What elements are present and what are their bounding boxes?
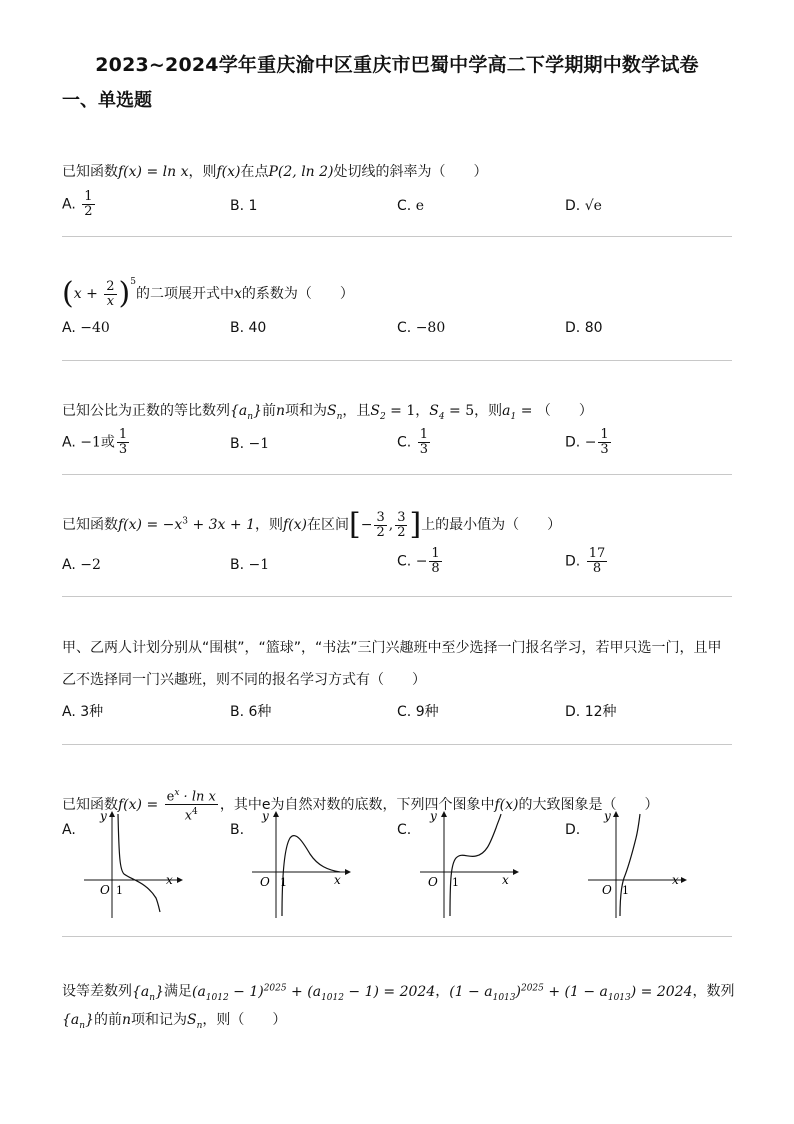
question-2-option-b[interactable]: B. 40 [230, 320, 267, 336]
tick-1-label: 1 [622, 884, 629, 897]
graph-option-b[interactable] [248, 808, 358, 920]
y-label: y [604, 809, 611, 823]
question-7-stem-line-1: 设等差数列$\{a_n\}$满足$(a_{1012} - 1)^{2025} + (a_{1012} - 1) = 2024$，$(1 - a_{1013})^{2025} + (1 - a_{1013}) = 2024$，数列 [62, 983, 735, 1003]
question-6-option-a-letter[interactable]: A. [62, 822, 76, 838]
section-heading: 一、单选题 [62, 90, 152, 111]
x-label: x [334, 873, 341, 887]
question-2-option-a[interactable]: A. −40 [62, 320, 110, 336]
question-5-option-d[interactable]: D. 12种 [565, 704, 617, 720]
divider [62, 936, 732, 937]
divider [62, 596, 732, 597]
question-4-stem: 已知函数$f(x) = -x^3 + 3x + 1$，则f(x)在区间[− $\frac{3}{2}$ , $\frac{3}{2}$ ]上的最小值为（ ） [62, 507, 562, 542]
question-2-option-d[interactable]: D. 80 [565, 320, 603, 336]
y-label: y [430, 809, 437, 823]
question-6-option-c-letter[interactable]: C. [397, 822, 412, 838]
question-2-stem: (x + $\frac{2}{x}$ )$^5$的二项展开式中x的系数为（ ） [62, 276, 354, 311]
question-7-stem-line-2: $\{a_n\}$的前n项和记为$S_n$，则（ ） [62, 1012, 287, 1031]
question-3-option-a[interactable]: A. −1或 $\frac{1}{3}$ [62, 427, 128, 457]
page-title: 2023~2024学年重庆渝中区重庆市巴蜀中学高二下学期期中数学试卷 [95, 54, 699, 76]
divider [62, 744, 732, 745]
question-4-option-a[interactable]: A. −2 [62, 557, 101, 573]
graph-option-a[interactable] [80, 808, 190, 920]
question-4-option-c[interactable]: C. − $\frac{1}{8}$ [397, 546, 440, 576]
origin-label: O [100, 883, 110, 897]
divider [62, 360, 732, 361]
question-6-stem: 已知函数f(x) = $\frac{e^x \cdot \ln x}{x^4}$ ，其中e为自然对数的底数，下列四个图象中f(x)的大致图象是（ ） [62, 788, 659, 824]
origin-label: O [602, 883, 612, 897]
question-6-option-b-letter[interactable]: B. [230, 822, 245, 838]
question-2-option-c[interactable]: C. −80 [397, 320, 446, 336]
origin-label: O [260, 875, 270, 889]
x-label: x [672, 873, 679, 887]
question-3-option-b[interactable]: B. −1 [230, 436, 270, 452]
question-1-option-c[interactable]: C. e [397, 198, 424, 214]
graph-option-c[interactable] [416, 808, 526, 920]
x-label: x [502, 873, 509, 887]
tick-1-label: 1 [116, 884, 123, 897]
question-5-stem: 甲、乙两人计划分别从“围棋”，“篮球”，“书法”三门兴趣班中至少选择一门报名学习，若甲只选一门，且甲乙不选择同一门兴趣班，则不同的报名学习方式有（ ） [62, 640, 722, 688]
question-1-option-b[interactable]: B. 1 [230, 198, 258, 214]
question-1-option-a[interactable]: A. $\frac{1}{2}$ [62, 189, 93, 219]
divider [62, 236, 732, 237]
question-3-option-c[interactable]: C. $\frac{1}{3}$ [397, 427, 428, 457]
divider [62, 474, 732, 475]
graph-option-d[interactable] [584, 808, 694, 920]
x-label: x [166, 873, 173, 887]
origin-label: O [428, 875, 438, 889]
tick-1-label: 1 [280, 876, 287, 889]
question-4-option-d[interactable]: D. $\frac{17}{8}$ [565, 546, 606, 576]
question-5-option-b[interactable]: B. 6种 [230, 704, 272, 720]
question-5-option-c[interactable]: C. 9种 [397, 704, 439, 720]
tick-1-label: 1 [452, 876, 459, 889]
y-label: y [262, 809, 269, 823]
question-6-option-d-letter[interactable]: D. [565, 822, 581, 838]
question-1-option-d[interactable]: D. √e [565, 198, 602, 214]
question-3-option-d[interactable]: D. − $\frac{1}{3}$ [565, 427, 609, 457]
question-1-stem: 已知函数f(x) = ln x，则f(x)在点P(2, ln 2)处切线的斜率为（ ） [62, 164, 488, 180]
question-3-stem: 已知公比为正数的等比数列$\{a_n\}$前n项和为$S_n$，且$S_2 = 1$，$S_4 = 5$，则$a_1$ = （ ） [62, 403, 593, 422]
question-5-option-a[interactable]: A. 3种 [62, 704, 104, 720]
y-label: y [100, 809, 107, 823]
curve [118, 814, 160, 912]
question-4-option-b[interactable]: B. −1 [230, 557, 270, 573]
